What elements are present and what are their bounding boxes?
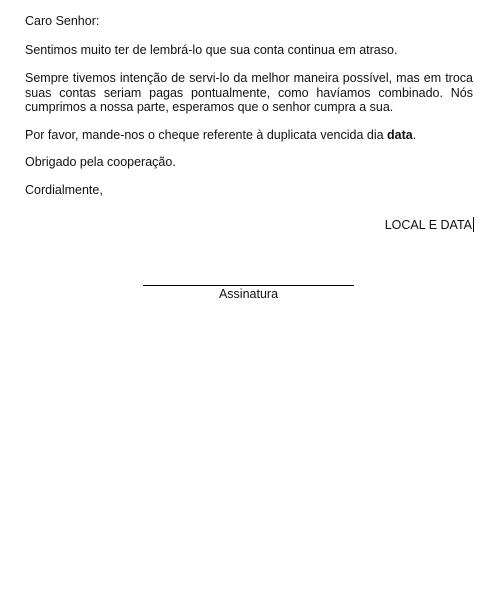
greeting: Caro Senhor: bbox=[25, 14, 100, 28]
text-cursor bbox=[473, 217, 474, 232]
paragraph-overdue-notice: Sentimos muito ter de lembrá-lo que sua conta continua em atraso. bbox=[25, 42, 398, 57]
payment-request-end: . bbox=[412, 127, 417, 142]
paragraph-service-commitment: Sempre tivemos intenção de servi-lo da melhor maneira possível, mas em troca suas contas seriam pagas pontualmente, como havíamos combinado. Nós cumprimos a nossa parte, esperamos que o senhor cumpra a sua. bbox=[25, 71, 473, 114]
closing-line: Cordialmente, bbox=[25, 182, 103, 197]
letter-body bbox=[25, 14, 473, 197]
due-date-placeholder: data bbox=[387, 127, 413, 142]
paragraph-payment-request bbox=[25, 128, 473, 143]
place-and-date[interactable] bbox=[385, 217, 474, 233]
signature-label: Assinatura bbox=[218, 287, 279, 301]
thanks-line: Obrigado pela cooperação. bbox=[25, 155, 176, 169]
payment-request-text: Por favor, mande-nos o cheque referente à duplicata vencida dia bbox=[25, 127, 388, 142]
signature-line bbox=[143, 285, 354, 286]
place-and-date-text: LOCAL E DATA bbox=[384, 218, 472, 232]
